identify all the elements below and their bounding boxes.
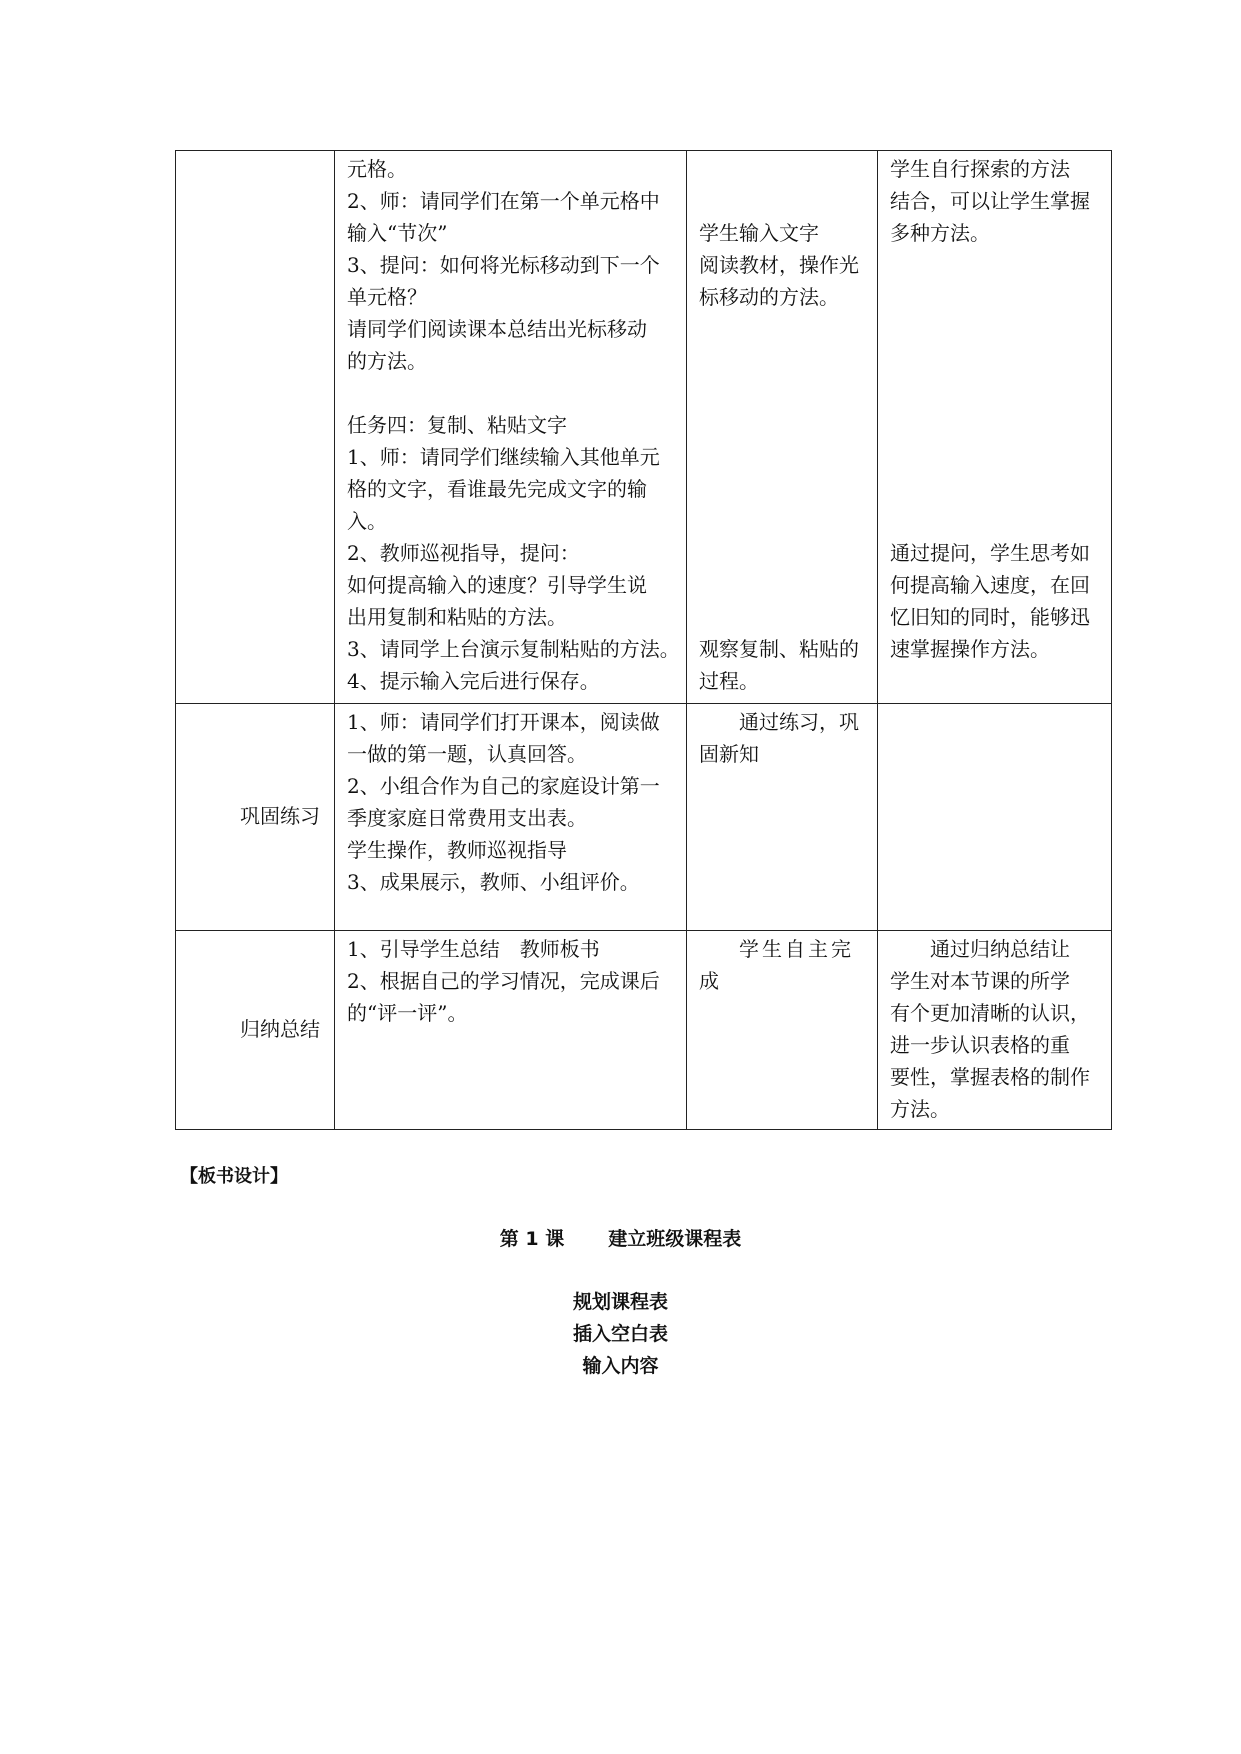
table-row — [176, 151, 1112, 704]
table-row — [176, 704, 1112, 931]
text-line: 多种方法。 — [890, 221, 990, 245]
teacher-activity-cell — [335, 151, 687, 704]
board-outline — [0, 1286, 1241, 1382]
text-line: 元格。 — [347, 157, 407, 181]
text-line: 1、师：请同学们继续输入其他单元 — [347, 445, 660, 469]
text-line: 3、成果展示，教师、小组评价。 — [347, 870, 640, 894]
design-intent-cell — [878, 931, 1112, 1130]
text-line: 2、小组合作为自己的家庭设计第一 — [347, 774, 660, 798]
text-line: 要性，掌握表格的制作 — [890, 1065, 1090, 1089]
text-line: 3、提问：如何将光标移动到下一个 — [347, 253, 660, 277]
text-line: 入。 — [347, 509, 387, 533]
text-line: 格的文字，看谁最先完成文字的输 — [347, 477, 647, 501]
text-line: 有个更加清晰的认识， — [890, 1001, 1090, 1025]
text-line: 季度家庭日常费用支出表。 — [347, 806, 587, 830]
text-line: 学生操作，教师巡视指导 — [347, 838, 567, 862]
table-row — [176, 931, 1112, 1130]
text-line: 通过归纳总结让 — [930, 937, 1070, 961]
teacher-activity-cell — [335, 931, 687, 1130]
lesson-number: 第 1 课 — [499, 1228, 565, 1250]
text-line: 一做的第一题，认真回答。 — [347, 742, 587, 766]
text-line: 阅读教材，操作光 — [699, 253, 859, 277]
text-line: 方法。 — [890, 1097, 950, 1121]
lesson-title — [0, 1224, 1241, 1251]
text-line: 何提高输入速度，在回 — [890, 573, 1090, 597]
text-line: 通过提问，学生思考如 — [890, 541, 1090, 565]
text-line: 3、请同学上台演示复制粘贴的方法。 — [347, 637, 680, 661]
text-line: 进一步认识表格的重 — [890, 1033, 1070, 1057]
phase-cell: 归纳总结 — [176, 931, 335, 1130]
text-line: 2、师：请同学们在第一个单元格中 — [347, 189, 660, 213]
teacher-activity-cell — [335, 704, 687, 931]
text-line: 过程。 — [699, 669, 759, 693]
text-line: 的“评一评”。 — [347, 1001, 468, 1025]
text-line: 1、引导学生总结 教师板书 — [347, 937, 600, 961]
board-item: 输入内容 — [582, 1355, 659, 1377]
text-line: 输入“节次” — [347, 221, 448, 245]
text-line: 学生自行探索的方法 — [890, 157, 1070, 181]
board-item: 插入空白表 — [572, 1323, 668, 1345]
board-item: 规划课程表 — [572, 1291, 668, 1313]
text-line: 结合，可以让学生掌握 — [890, 189, 1090, 213]
student-activity-cell — [687, 931, 878, 1130]
text-line: 固新知 — [699, 742, 759, 766]
design-intent-cell — [878, 151, 1112, 704]
text-line: 如何提高输入的速度？引导学生说 — [347, 573, 647, 597]
text-line: 学生输入文字 — [699, 221, 819, 245]
text-line: 学生对本节课的所学 — [890, 969, 1070, 993]
text-line: 忆旧知的同时，能够迅 — [890, 605, 1090, 629]
text-line: 观察复制、粘贴的 — [699, 637, 859, 661]
text-line: 1、师：请同学们打开课本，阅读做 — [347, 710, 660, 734]
text-line: 成 — [699, 969, 719, 993]
text-line: 标移动的方法。 — [699, 285, 839, 309]
text-line: 通过练习，巩 — [739, 710, 859, 734]
phase-cell: 巩固练习 — [176, 704, 335, 931]
text-line: 速掌握操作方法。 — [890, 637, 1050, 661]
phase-cell — [176, 151, 335, 704]
lesson-plan-table — [175, 150, 1112, 1130]
lesson-name: 建立班级课程表 — [608, 1228, 742, 1250]
text-line: 2、根据自己的学习情况，完成课后 — [347, 969, 660, 993]
text-line: 单元格？ — [347, 285, 427, 309]
student-activity-cell — [687, 151, 878, 704]
text-line: 4、提示输入完后进行保存。 — [347, 669, 600, 693]
text-line: 2、教师巡视指导，提问： — [347, 541, 580, 565]
text-line: 的方法。 — [347, 349, 427, 373]
text-line: 出用复制和粘贴的方法。 — [347, 605, 567, 629]
blank-line — [347, 377, 676, 409]
student-activity-cell — [687, 704, 878, 931]
design-intent-cell — [878, 704, 1112, 931]
text-line: 任务四：复制、粘贴文字 — [347, 413, 567, 437]
text-line: 请同学们阅读课本总结出光标移动 — [347, 317, 647, 341]
text-line: 学生自主完 — [739, 937, 854, 961]
board-design-heading: 【板书设计】 — [180, 1166, 288, 1187]
